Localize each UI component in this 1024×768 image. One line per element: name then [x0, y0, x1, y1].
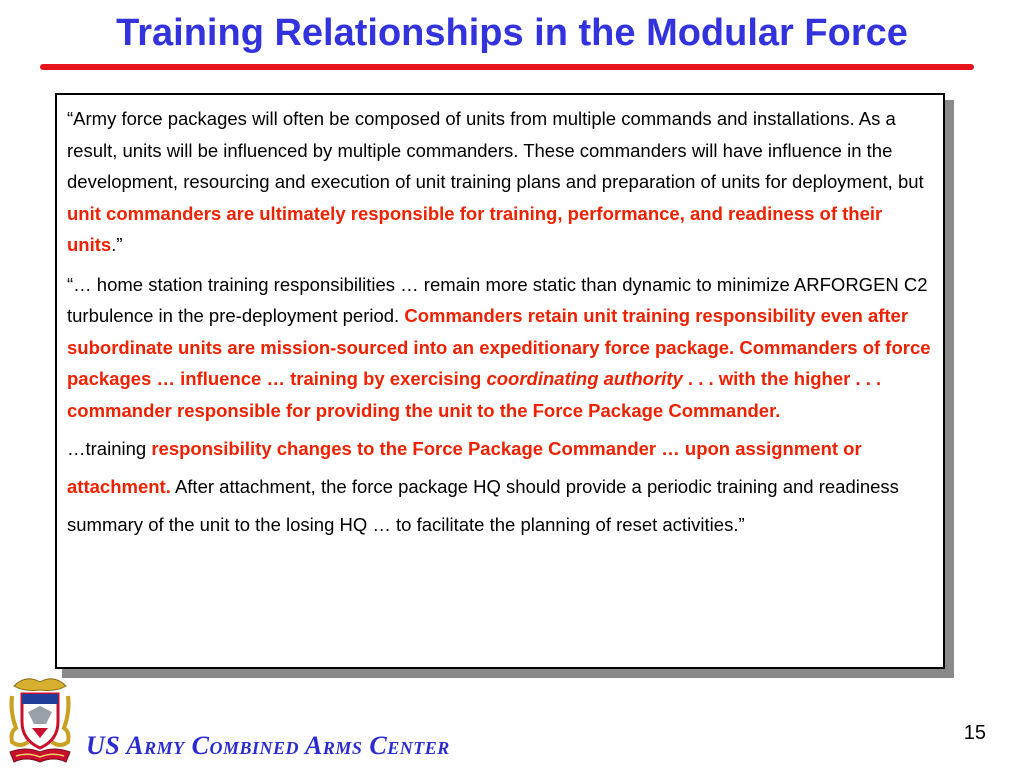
- quote-3-text: …training: [67, 438, 152, 459]
- quote-1-highlight: unit commanders are ultimately responsible for training, performance, and readiness of their units: [67, 202, 883, 255]
- army-crest-icon: [6, 672, 74, 768]
- quote-2-highlight-end: . . . with the higher . . . commander responsible for providing the unit to the Force Package Commander.: [67, 368, 882, 421]
- quote-panel: [55, 93, 945, 669]
- title-divider: [40, 64, 974, 70]
- slide-title: Training Relationships in the Modular Force: [116, 12, 908, 54]
- quote-paragraph-2: [67, 269, 935, 427]
- quote-3-end: After attachment, the force package HQ should provide a periodic training and readiness summary of the unit to the losing HQ … to facilitate the planning of reset activities.”: [67, 476, 899, 535]
- quote-2-highlight: Commanders retain unit training responsibility even after subordinate units are mission-sourced into an expeditionary force package. Commanders of force packages … influence … training by exercising: [67, 305, 931, 389]
- quote-paragraph-3: [67, 430, 935, 544]
- quote-2-emphasis: coordinating authority: [486, 368, 683, 389]
- quote-1-text: “Army force packages will often be composed of units from multiple commands and installations. As a result, units will be influenced by multiple commanders. These commanders will have influence in the development, resourcing and execution of unit training plans and preparation of units for deployment, but: [67, 108, 924, 192]
- quote-1-end: .”: [111, 234, 123, 255]
- quote-paragraph-1: [67, 103, 935, 261]
- footer-organization: US Army Combined Arms Center: [86, 731, 450, 760]
- page-number: 15: [963, 722, 986, 744]
- quote-3-highlight: responsibility changes to the Force Package Commander … upon assignment or attachment.: [67, 438, 862, 497]
- quote-2-text: “… home station training responsibilities … remain more static than dynamic to minimize ARFORGEN C2 turbulence in the pre-deployment period.: [67, 273, 928, 326]
